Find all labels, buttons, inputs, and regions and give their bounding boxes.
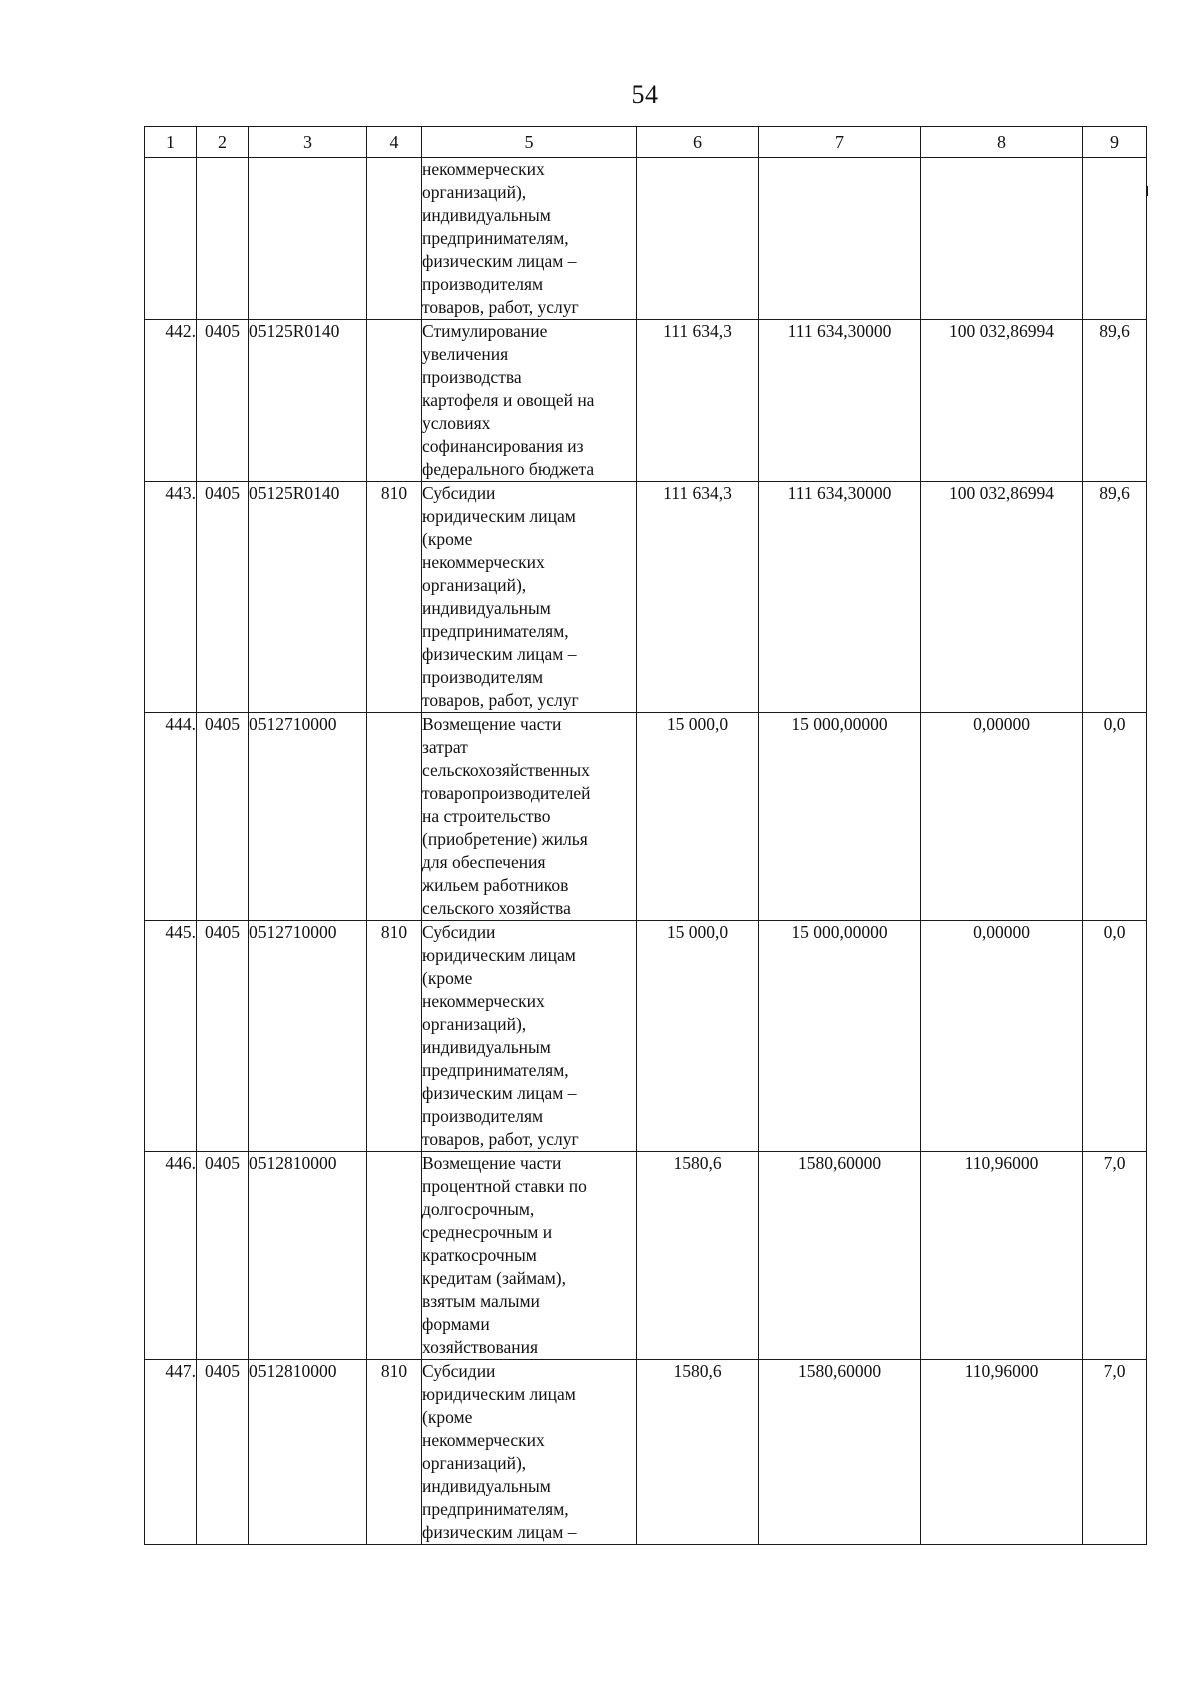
name-line: производства [422, 367, 522, 387]
name-line: организаций), [422, 1453, 527, 1473]
header-col-1: 1 [145, 127, 197, 158]
execution-percent-cell: 0,0 [1083, 921, 1147, 1152]
name-cell [422, 482, 637, 713]
name-line: предпринимателям, [422, 1499, 569, 1519]
name-line: затрат [422, 737, 468, 757]
name-line: организаций), [422, 575, 527, 595]
name-line: (кроме [422, 1407, 473, 1427]
approved-amount-cell: 111 634,30000 [759, 320, 921, 482]
target-article-cell: 0512810000 [249, 1152, 367, 1360]
name-line: товаров, работ, услуг [422, 690, 579, 710]
execution-percent-cell: 89,6 [1083, 320, 1147, 482]
name-line: (кроме [422, 529, 473, 549]
executed-amount-cell: 100 032,86994 [921, 320, 1083, 482]
name-line: производителям [422, 274, 544, 294]
name-line: софинансирования из [422, 436, 584, 456]
name-line: Стимулирование [422, 321, 548, 341]
row-number-cell [145, 158, 197, 320]
expense-type-cell [367, 320, 422, 482]
page-number: 54 [631, 80, 659, 109]
header-col-3: 3 [249, 127, 367, 158]
name-line: производителям [422, 1106, 544, 1126]
expense-type-cell: 810 [367, 921, 422, 1152]
name-line: предпринимателям, [422, 228, 569, 248]
name-line: товаров, работ, услуг [422, 1129, 579, 1149]
target-article-cell [249, 158, 367, 320]
name-line: некоммерческих [422, 552, 545, 572]
name-line: товаропроизводителей [422, 783, 591, 803]
table-body [145, 158, 1147, 1545]
name-cell [422, 1152, 637, 1360]
name-line: условиях [422, 413, 491, 433]
header-row [145, 127, 1147, 158]
budget-table [144, 126, 1147, 1545]
name-line: физическим лицам – [422, 251, 577, 271]
section-code-cell: 0405 [197, 921, 249, 1152]
name-line: индивидуальным [422, 1037, 551, 1057]
table-row [145, 158, 1147, 320]
executed-amount-cell: 110,96000 [921, 1360, 1083, 1545]
execution-percent-cell: 0,0 [1083, 713, 1147, 921]
execution-percent-cell: 89,6 [1083, 482, 1147, 713]
name-cell [422, 158, 637, 320]
approved-amount-cell: 1580,60000 [759, 1152, 921, 1360]
name-line: среднесрочным и [422, 1222, 553, 1242]
name-line: увеличения [422, 344, 509, 364]
name-line: (кроме [422, 968, 473, 988]
header-col-5: 5 [422, 127, 637, 158]
name-line: (приобретение) жилья [422, 829, 588, 849]
name-cell [422, 921, 637, 1152]
name-line: некоммерческих [422, 1430, 545, 1450]
table-row [145, 482, 1147, 713]
name-cell [422, 320, 637, 482]
name-line: жильем работников [422, 875, 569, 895]
planned-amount-cell: 15 000,0 [637, 921, 759, 1152]
approved-amount-cell [759, 158, 921, 320]
planned-amount-cell: 111 634,3 [637, 320, 759, 482]
name-line: на строительство [422, 806, 551, 826]
name-line: предпринимателям, [422, 1060, 569, 1080]
name-line: краткосрочным [422, 1245, 537, 1265]
name-line: предпринимателям, [422, 621, 569, 641]
header-col-6: 6 [637, 127, 759, 158]
row-number-cell: 444. [145, 713, 197, 921]
table-row [145, 713, 1147, 921]
table-row [145, 1152, 1147, 1360]
row-number-cell: 447. [145, 1360, 197, 1545]
planned-amount-cell: 15 000,0 [637, 713, 759, 921]
executed-amount-cell: 110,96000 [921, 1152, 1083, 1360]
section-code-cell: 0405 [197, 482, 249, 713]
name-line: физическим лицам – [422, 1522, 577, 1542]
name-line: физическим лицам – [422, 1083, 577, 1103]
header-col-9: 9 [1083, 127, 1147, 158]
planned-amount-cell [637, 158, 759, 320]
name-line: некоммерческих [422, 991, 545, 1011]
section-code-cell: 0405 [197, 1360, 249, 1545]
name-line: Субсидии [422, 1361, 496, 1381]
row-number-cell: 443. [145, 482, 197, 713]
section-code-cell: 0405 [197, 713, 249, 921]
table-row [145, 1360, 1147, 1545]
name-line: Субсидии [422, 922, 496, 942]
approved-amount-cell: 1580,60000 [759, 1360, 921, 1545]
approved-amount-cell: 15 000,00000 [759, 921, 921, 1152]
name-cell [422, 1360, 637, 1545]
planned-amount-cell: 111 634,3 [637, 482, 759, 713]
expense-type-cell [367, 1152, 422, 1360]
expense-type-cell: 810 [367, 482, 422, 713]
name-line: долгосрочным, [422, 1199, 535, 1219]
name-line: процентной ставки по [422, 1176, 587, 1196]
section-code-cell: 0405 [197, 1152, 249, 1360]
name-line: кредитам (займам), [422, 1268, 567, 1288]
name-line: Субсидии [422, 483, 496, 503]
execution-percent-cell [1083, 158, 1147, 320]
name-cell [422, 713, 637, 921]
name-line: федерального бюджета [422, 459, 595, 479]
name-line: для обеспечения [422, 852, 546, 872]
header-col-8: 8 [921, 127, 1083, 158]
row-number-cell: 442. [145, 320, 197, 482]
name-line: сельского хозяйства [422, 898, 571, 918]
row-number-cell: 445. [145, 921, 197, 1152]
planned-amount-cell: 1580,6 [637, 1152, 759, 1360]
execution-percent-cell: 7,0 [1083, 1360, 1147, 1545]
name-line: сельскохозяйственных [422, 760, 590, 780]
name-line: картофеля и овощей на [422, 390, 595, 410]
executed-amount-cell: 0,00000 [921, 921, 1083, 1152]
name-line: юридическим лицам [422, 506, 576, 526]
section-code-cell [197, 158, 249, 320]
planned-amount-cell: 1580,6 [637, 1360, 759, 1545]
name-line: индивидуальным [422, 598, 551, 618]
name-line: взятым малыми [422, 1291, 540, 1311]
name-line: юридическим лицам [422, 1384, 576, 1404]
table-row [145, 921, 1147, 1152]
executed-amount-cell: 100 032,86994 [921, 482, 1083, 713]
target-article-cell: 0512710000 [249, 921, 367, 1152]
target-article-cell: 05125R0140 [249, 320, 367, 482]
name-line: некоммерческих [422, 159, 545, 179]
name-line: товаров, работ, услуг [422, 297, 579, 317]
executed-amount-cell: 0,00000 [921, 713, 1083, 921]
name-line: хозяйствования [422, 1337, 539, 1357]
section-code-cell: 0405 [197, 320, 249, 482]
name-line: организаций), [422, 1014, 527, 1034]
header-col-2: 2 [197, 127, 249, 158]
header-col-7: 7 [759, 127, 921, 158]
name-line: производителям [422, 667, 544, 687]
target-article-cell: 0512810000 [249, 1360, 367, 1545]
name-line: индивидуальным [422, 1476, 551, 1496]
scan-edge-mark [1146, 186, 1148, 196]
execution-percent-cell: 7,0 [1083, 1152, 1147, 1360]
approved-amount-cell: 15 000,00000 [759, 713, 921, 921]
row-number-cell: 446. [145, 1152, 197, 1360]
name-line: Возмещение части [422, 1153, 562, 1173]
name-line: юридическим лицам [422, 945, 576, 965]
approved-amount-cell: 111 634,30000 [759, 482, 921, 713]
executed-amount-cell [921, 158, 1083, 320]
name-line: организаций), [422, 182, 527, 202]
name-line: индивидуальным [422, 205, 551, 225]
expense-type-cell: 810 [367, 1360, 422, 1545]
expense-type-cell [367, 158, 422, 320]
expense-type-cell [367, 713, 422, 921]
target-article-cell: 05125R0140 [249, 482, 367, 713]
table-row [145, 320, 1147, 482]
name-line: формами [422, 1314, 490, 1334]
target-article-cell: 0512710000 [249, 713, 367, 921]
name-line: физическим лицам – [422, 644, 577, 664]
name-line: Возмещение части [422, 714, 562, 734]
header-col-4: 4 [367, 127, 422, 158]
